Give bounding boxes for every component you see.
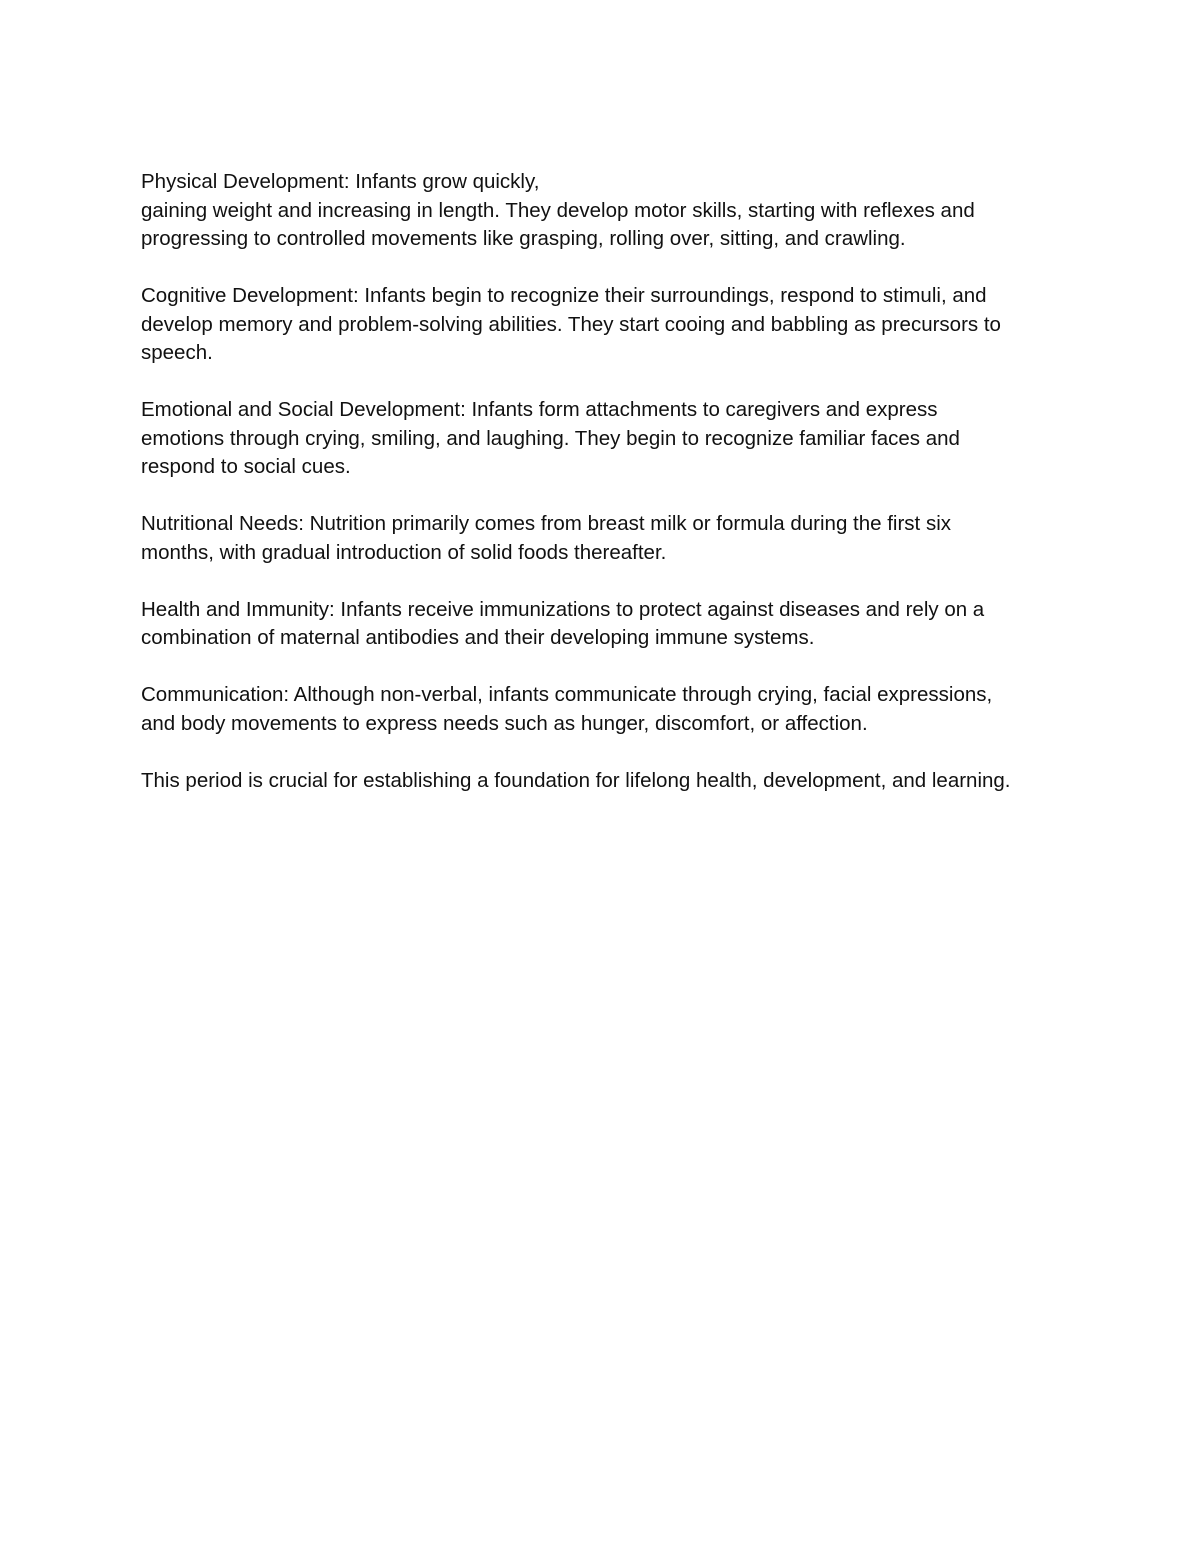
text-line: develop memory and problem-solving abilities. They start cooing and babbling as precursors to bbox=[141, 312, 1001, 336]
document-body bbox=[141, 168, 1071, 824]
text-line: gaining weight and increasing in length. They develop motor skills, starting with reflexes and bbox=[141, 198, 975, 222]
text-line: months, with gradual introduction of solid foods thereafter. bbox=[141, 540, 667, 564]
text-line: respond to social cues. bbox=[141, 455, 351, 478]
text-line: Health and Immunity: Infants receive immunizations to protect against diseases and rely on a bbox=[141, 597, 985, 621]
text-line: Emotional and Social Development: Infants form attachments to caregivers and express bbox=[141, 398, 938, 421]
text-line: and body movements to express needs such as hunger, discomfort, or affection. bbox=[141, 711, 868, 735]
paragraph-nutritional-needs bbox=[141, 510, 1071, 567]
text-line: Cognitive Development: Infants begin to recognize their surroundings, respond to stimuli, and bbox=[141, 284, 987, 307]
text-line: Communication: Although non-verbal, infants communicate through crying, facial expressions, bbox=[141, 683, 993, 706]
text-line: Nutritional Needs: Nutrition primarily comes from breast milk or formula during the first six bbox=[141, 512, 952, 535]
paragraph-communication bbox=[141, 681, 1071, 738]
paragraph-conclusion bbox=[141, 767, 1071, 796]
paragraph-physical-development bbox=[141, 168, 1071, 254]
paragraph-cognitive-development bbox=[141, 282, 1071, 368]
text-line: speech. bbox=[141, 341, 213, 364]
paragraph-health-immunity bbox=[141, 596, 1071, 653]
text-line: This period is crucial for establishing a foundation for lifelong health, development, and learning. bbox=[141, 768, 1011, 792]
text-line: Physical Development: Infants grow quickly, bbox=[141, 170, 540, 193]
text-line: emotions through crying, smiling, and laughing. They begin to recognize familiar faces and bbox=[141, 426, 960, 450]
paragraph-emotional-social-development bbox=[141, 396, 1071, 482]
text-line: progressing to controlled movements like grasping, rolling over, sitting, and crawling. bbox=[141, 227, 906, 250]
text-line: combination of maternal antibodies and their developing immune systems. bbox=[141, 626, 815, 649]
